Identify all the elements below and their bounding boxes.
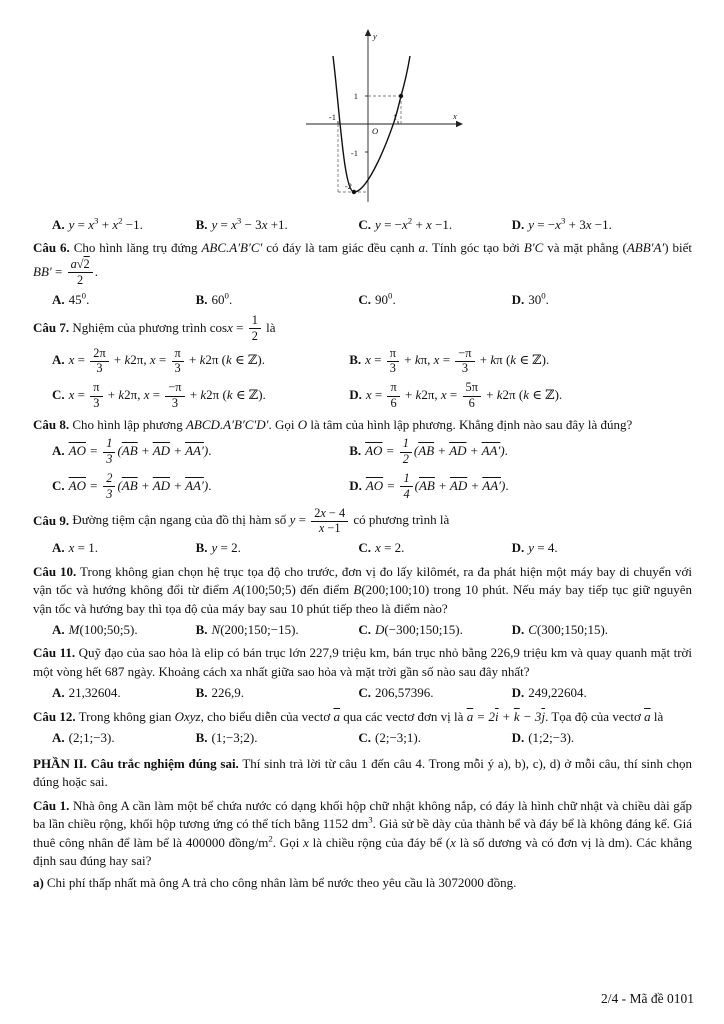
option-label: A.	[52, 217, 65, 232]
option-label: B.	[195, 540, 208, 556]
graph-svg	[296, 26, 466, 208]
question-stem	[33, 797, 692, 871]
option-c	[358, 621, 505, 639]
option-text: y = 4.	[528, 540, 558, 556]
option-label: A.	[52, 540, 65, 556]
option-text: x = $\frac{\pi}{3}$ + kπ, x = $\frac{-\pi}{3}$ + kπ (k ∈ ℤ).	[365, 345, 550, 376]
option-b	[196, 291, 353, 309]
option-a	[52, 729, 190, 747]
option-text: $\overline{AO}$ = $\frac{1}{2}$ $(\overline{AB} + \overline{AD} + AA')$.	[365, 436, 508, 467]
intro-options-row	[33, 216, 692, 234]
option-label: C.	[52, 387, 65, 403]
option-label: C.	[358, 730, 372, 746]
question-12	[33, 708, 692, 748]
option-text: $y = x^3 - 3x +1$.	[211, 215, 288, 232]
option-label: C.	[358, 540, 372, 556]
option-text: $y = -x^3 + 3x -1$.	[528, 215, 612, 232]
question-text: Cho hình lăng trụ đứng ABC.A′B′C′ có đáy là tam giác đều cạnh a. Tính góc tạo bởi B′C và mặt phẳng (ABB′A′) biết BB′ = $\frac{a√2}{2}$ .	[33, 240, 693, 287]
option-text: y = 2.	[211, 540, 241, 556]
y-tick-label-neg1: -1	[350, 148, 358, 158]
y-tick-label-1: 1	[353, 91, 358, 101]
option-text: N(200;150;−15).	[211, 622, 299, 637]
question-label: Câu 12.	[33, 708, 76, 724]
y-axis-arrow-icon	[364, 29, 370, 36]
options-row	[33, 291, 692, 309]
option-label: C.	[358, 291, 372, 307]
option-label: D.	[511, 622, 525, 637]
option-a	[52, 684, 190, 702]
option-d	[512, 684, 692, 702]
option-a	[52, 291, 190, 309]
question-6	[33, 239, 692, 309]
option-c	[52, 381, 343, 411]
question-label: Câu 10.	[33, 563, 77, 579]
question-11	[33, 644, 692, 702]
option-b	[349, 347, 692, 377]
question-label: Câu 11.	[33, 645, 76, 661]
options-row	[33, 539, 692, 557]
option-text: $60^0$.	[211, 290, 233, 307]
part2-question-1	[33, 797, 692, 893]
question-7	[33, 314, 692, 411]
option-b	[196, 216, 353, 234]
question-text: Trong không gian chọn hệ trục tọa độ cho trước, đơn vị đo lấy kilômét, ra đa phát hiện một máy bay di chuyển với vận tốc và hướng không đổi từ điểm A(100;50;5) đến điểm B(200;100;10) trong 10 phút. Nếu máy bay tiếp tục giữ nguyên vận tốc và hướng bay thì tọa độ của máy bay sau 10 phút tiếp theo là điểm nào?	[33, 563, 693, 616]
option-label: D.	[511, 685, 525, 701]
question-stem	[33, 708, 692, 726]
y-tick-label-neg2: -2	[344, 181, 352, 191]
option-label: A.	[52, 730, 65, 746]
option-text: x = 2.	[375, 540, 405, 556]
option-text: 249,22604.	[528, 685, 587, 701]
x-tick-label-neg1: -1	[328, 112, 336, 122]
curve-point-upper	[398, 94, 402, 98]
option-label: D.	[511, 540, 525, 556]
option-text: (2;1;−3).	[68, 730, 115, 746]
option-text: $\overline{AO}$ = $\frac{1}{3}$ $(\overline{AB} + \overline{AD} + AA')$.	[68, 436, 212, 467]
option-b	[196, 539, 353, 557]
option-label: C.	[358, 685, 372, 701]
function-graph	[51, 26, 710, 208]
option-label: B.	[349, 443, 362, 459]
statement-text: Chi phí thấp nhất mà ông A trả cho công nhân làm bể nước theo yêu cầu là 3072000 đồng.	[46, 875, 517, 891]
option-label: B.	[195, 217, 208, 232]
question-label: Câu 1.	[33, 797, 70, 813]
option-d	[512, 216, 692, 234]
option-label: A.	[52, 622, 65, 637]
question-stem	[33, 314, 692, 344]
option-b	[196, 621, 353, 639]
option-label: B.	[195, 291, 208, 307]
part2-heading	[33, 755, 692, 792]
option-text: $y = -x^2 + x -1$.	[375, 215, 453, 232]
option-label: A.	[52, 291, 65, 307]
question-label: Câu 6.	[33, 240, 70, 256]
options-grid	[33, 437, 692, 501]
part2-title: PHẦN II. Câu trắc nghiệm đúng sai.	[33, 755, 239, 771]
question-stem	[33, 416, 692, 434]
option-label: D.	[511, 291, 525, 307]
option-label: A.	[52, 443, 65, 459]
option-label: B.	[195, 730, 208, 746]
option-text: $y = x^3 + x^2 -1$.	[68, 215, 143, 232]
option-label: D.	[511, 217, 525, 232]
options-row	[33, 684, 692, 702]
option-label: A.	[52, 352, 65, 368]
option-c	[52, 472, 343, 502]
option-text: x = $\frac{2\pi}{3}$ + k2π, x = $\frac{\pi}{3}$ + k2π (k ∈ ℤ).	[68, 345, 265, 376]
question-stem	[33, 507, 692, 537]
option-text: 206,57396.	[375, 685, 434, 701]
option-b	[196, 684, 353, 702]
option-text: $\overline{AO}$ = $\frac{2}{3}$ $(\overline{AB} + \overline{AD} + AA')$.	[68, 470, 212, 501]
option-text: $45^0$.	[68, 290, 90, 307]
statement-label: a)	[33, 875, 44, 891]
y-axis-label: y	[372, 31, 377, 41]
question-stem	[33, 563, 692, 618]
option-text: $90^0$.	[375, 290, 396, 307]
option-text: x = $\frac{\pi}{6}$ + k2π, x = $\frac{5\pi}{6}$ + k2π (k ∈ ℤ).	[365, 380, 563, 411]
option-text: $\overline{AO}$ = $\frac{1}{4}$ $(\overline{AB} + \overline{AD} + AA')$.	[365, 470, 509, 501]
option-a	[52, 539, 190, 557]
origin-label: O	[371, 126, 378, 136]
question-text: Nhà ông A cần làm một bể chứa nước có dạng khối hộp chữ nhật không nắp, có đáy là hình chữ nhật và chiều dài gấp ba lần chiều rộng, khối hộp tương ứng có thể tích bằng 1152 $dm^3$. Giả sử bề dày của thành bể và đáy bể là không đáng kể. Giá thuê công nhân để làm bể là 400000 đồng/$m^2$. Gọi x là chiều rộng của đáy bể (x là số dương và có đơn vị là dm). Các khẳng định sau đúng hay sai?	[33, 797, 693, 868]
question-text: Đường tiệm cận ngang của đồ thị hàm số y = $\frac{2x - 4}{x -1}$ có phương trình là	[72, 505, 450, 536]
option-d	[349, 381, 692, 411]
option-label: A.	[52, 685, 65, 701]
part2-instructions: Thí sinh trả lời từ câu 1 đến câu 4. Trong mỗi ý a), b), c), d) ở mỗi câu, thí sinh chọn đúng hoặc sai.	[33, 755, 692, 790]
option-a	[52, 216, 190, 234]
x-tick-label-1: 1	[392, 112, 397, 122]
option-d	[512, 539, 692, 557]
x-axis-label: x	[452, 111, 457, 121]
options-row	[33, 729, 692, 747]
option-label: D.	[349, 387, 362, 403]
option-label: B.	[195, 685, 208, 701]
option-text: C(300;150;15).	[528, 622, 609, 637]
option-label: C.	[52, 477, 65, 493]
option-label: D.	[349, 477, 362, 493]
option-d	[349, 472, 692, 502]
option-text: D(−300;150;15).	[375, 622, 463, 637]
question-text: Nghiệm của phương trình cosx = $\frac{1}{2}$ là	[72, 312, 276, 343]
footer-page-number: 2/4 - Mã đề 0101	[601, 990, 694, 1006]
option-text: (2;−3;1).	[375, 730, 421, 746]
option-label: B.	[195, 622, 208, 637]
question-8	[33, 416, 692, 502]
options-grid	[33, 347, 692, 411]
option-text: (1;−3;2).	[211, 730, 258, 746]
option-c	[358, 729, 505, 747]
option-text: (1;2;−3).	[528, 730, 575, 746]
option-b	[349, 437, 692, 467]
option-a	[52, 621, 190, 639]
question-label: Câu 9.	[33, 512, 70, 528]
option-a	[52, 347, 343, 377]
question-10	[33, 563, 692, 640]
question-label: Câu 7.	[33, 319, 70, 335]
option-d	[512, 621, 692, 639]
question-stem	[33, 239, 692, 287]
option-text: 21,32604.	[68, 685, 121, 701]
statement-a	[33, 874, 692, 892]
option-label: C.	[358, 217, 372, 232]
option-c	[358, 539, 505, 557]
option-c	[358, 291, 505, 309]
option-text: x = 1.	[68, 540, 99, 556]
question-label: Câu 8.	[33, 416, 70, 432]
option-b	[196, 729, 353, 747]
option-label: C.	[358, 622, 372, 637]
curve-point-minimum	[351, 190, 355, 194]
option-label: B.	[349, 352, 362, 368]
option-text: x = $\frac{\pi}{3}$ + k2π, x = $\frac{-\pi}{3}$ + k2π (k ∈ ℤ).	[68, 380, 266, 411]
x-axis-arrow-icon	[456, 121, 463, 127]
options-row	[33, 621, 692, 639]
option-label: D.	[511, 730, 525, 746]
option-d	[512, 291, 692, 309]
option-c	[358, 684, 505, 702]
question-9	[33, 507, 692, 558]
question-stem	[33, 644, 692, 681]
option-text: 226,9.	[211, 685, 245, 701]
option-text: $30^0$.	[528, 290, 549, 307]
option-a	[52, 437, 343, 467]
option-c	[358, 216, 505, 234]
question-text: Cho hình lập phương ABCD.A′B′C′D′. Gọi O là tâm của hình lập phương. Khẳng định nào sau đây là đúng?	[72, 416, 633, 432]
question-text: Quỹ đạo của sao hỏa là elip có bán trục lớn 227,9 triệu km, bán trục nhỏ bằng 226,9 triệu km và quay quanh mặt trời một vòng hết 687 ngày. Khoảng cách xa nhất giữa sao hỏa và mặt trời gần số nào sau đây nhất?	[33, 645, 693, 679]
option-text: M(100;50;5).	[68, 622, 138, 637]
option-d	[512, 729, 692, 747]
question-text: Trong không gian Oxyz, cho biểu diễn của vectơ $\overline{a}$ qua các vectơ đơn vị là $\overline{a} = 2\overline{i} + \overline{k} - 3\overline{j}$. Tọa độ của vectơ $\overline{a}$ là	[78, 708, 664, 724]
